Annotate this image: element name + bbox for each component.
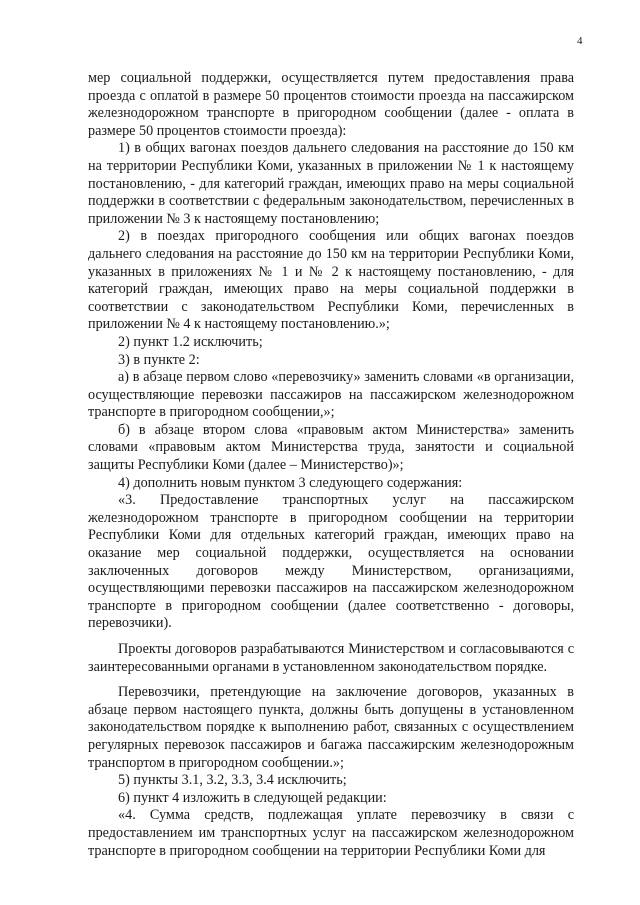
- paragraph-9: «3. Предоставление транспортных услуг на пассажирском железнодорожном транспорте в пригородном сообщении на территории Республики Коми для отдельных категорий граждан, имеющих право на оказание мер социальной поддержки, осуществляется на основании заключенных договоров между Министерством, организациями, осуществляющими перевозки пассажиров на пассажирском железнодорожном транспорте в пригородном сообщении (далее соответственно - договоры, перевозчики).: [88, 492, 574, 632]
- paragraph-12: 5) пункты 3.1, 3.2, 3.3, 3.4 исключить;: [118, 772, 347, 789]
- paragraph-10: Проекты договоров разрабатываются Министерством и согласовываются с заинтересованными органами в установленном законодательством порядке.: [88, 641, 574, 675]
- paragraph-8: 4) дополнить новым пунктом 3 следующего содержания:: [118, 474, 463, 491]
- page-number: 4: [577, 35, 583, 47]
- paragraph-14: «4. Сумма средств, подлежащая уплате перевозчику в связи с предоставлением им транспортных услуг на пассажирском железнодорожном транспорте в пригородном сообщении на территории Республики Коми для: [88, 807, 574, 859]
- paragraph-3: 2) в поездах пригородного сообщения или общих вагонах поездов дальнего следования на расстояние до 150 км на территории Республики Коми, указанных в приложениях № 1 и № 2 к настоящему постановлению, - для категорий граждан, имеющих право на меры социальной поддержки в соответствии с законодательством Республики Коми, перечисленных в приложении № 4 к настоящему постановлению.»;: [88, 228, 574, 333]
- paragraph-4: 2) пункт 1.2 исключить;: [118, 333, 263, 350]
- document-body: [88, 70, 574, 860]
- paragraph-5: 3) в пункте 2:: [118, 351, 200, 368]
- paragraph-11: Перевозчики, претендующие на заключение договоров, указанных в абзаце первом настоящего пункта, должны быть допущены в установленном законодательством порядке к выполнению работ, связанных с осуществлением регулярных перевозок пассажиров и багажа пассажирским железнодорожным транспортом в пригородном сообщении.»;: [88, 684, 574, 771]
- paragraph-1: мер социальной поддержки, осуществляется путем предоставления права проезда с оплатой в размере 50 процентов стоимости проезда на пассажирском железнодорожном транспорте в пригородном сообщении (далее - оплата в размере 50 процентов стоимости проезда):: [88, 70, 574, 139]
- paragraph-6: а) в абзаце первом слово «перевозчику» заменить словами «в организации, осуществляющие перевозки пассажиров на пассажирском железнодорожном транспорте в пригородном сообщении,»;: [88, 369, 574, 421]
- paragraph-2: 1) в общих вагонах поездов дальнего следования на расстояние до 150 км на территории Республики Коми, указанных в приложении № 1 к настоящему постановлению, - для категорий граждан, имеющих право на меры социальной поддержки в соответствии с федеральным законодательством, перечисленных в приложении № 3 к настоящему постановлению;: [88, 140, 574, 227]
- paragraph-7: б) в абзаце втором слова «правовым актом Министерства» заменить словами «правовым актом Министерства труда, занятости и социальной защиты Республики Коми (далее – Министерство)»;: [88, 421, 574, 474]
- paragraph-13: 6) пункт 4 изложить в следующей редакции:: [118, 789, 387, 806]
